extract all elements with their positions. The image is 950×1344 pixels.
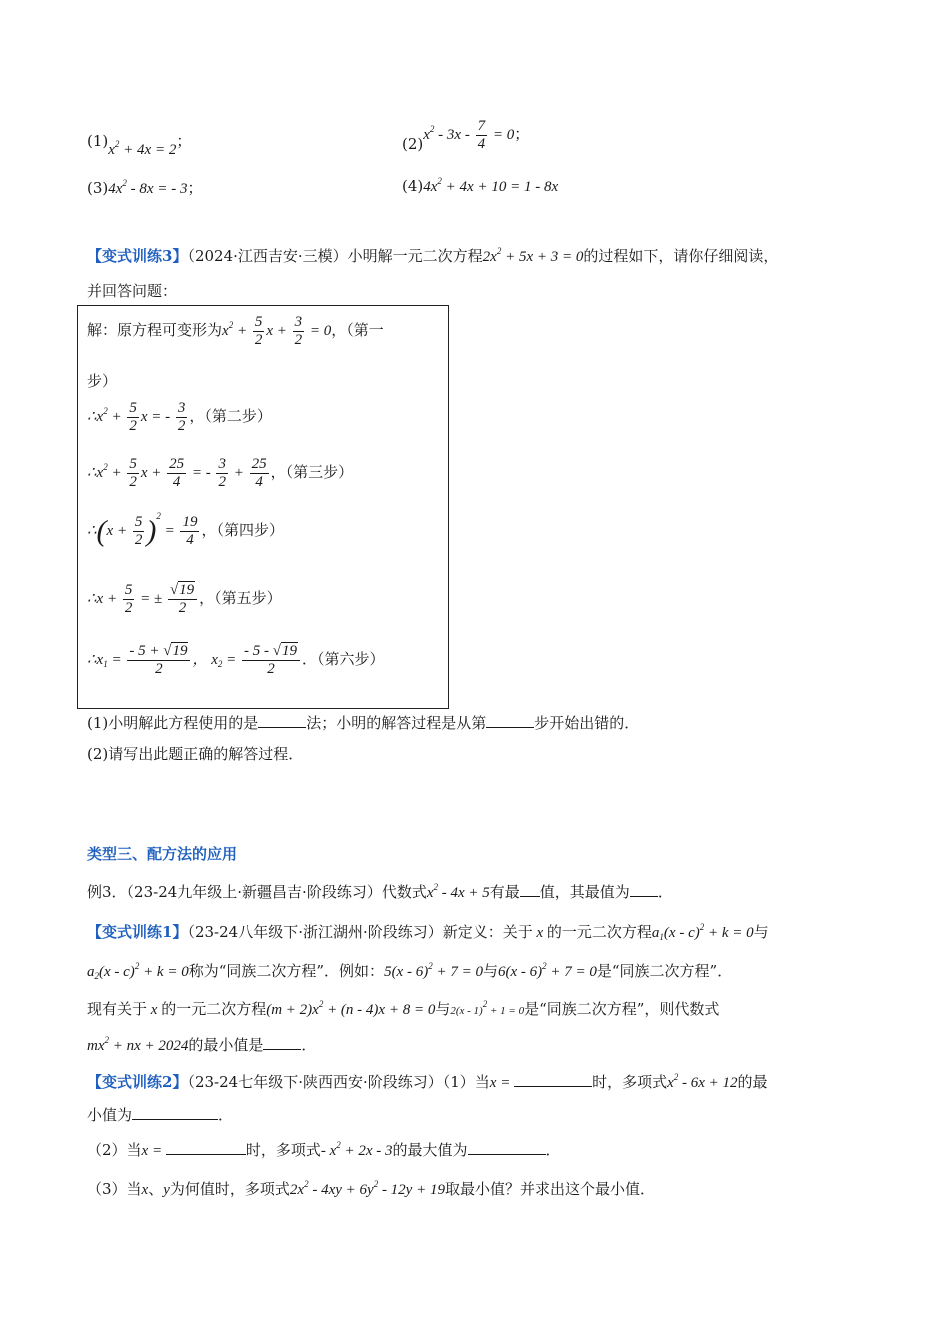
answer-blank[interactable] bbox=[468, 1140, 546, 1155]
problem-2: $(2)x^2 - 3x$ - $\frac{7}{4}$ = 0； bbox=[402, 118, 530, 153]
variant3-equation: $2x^2 + 5x + 3 = 0$ bbox=[482, 246, 584, 265]
answer-blank[interactable] bbox=[258, 713, 306, 728]
section-heading: 类型三、配方法的应用 bbox=[87, 845, 238, 863]
variant2-question-3: （3）当x、y为何值时，多项式$2x^2 - 4xy + 6y^2 - 12y + 19$取最小值？并求出这个最小值． bbox=[87, 1179, 655, 1198]
problem-1: $(1)x^2 + 4x = 2$； bbox=[87, 132, 192, 158]
variant3-intro-line2: 并回答问题： bbox=[87, 282, 178, 300]
problem-3-equation: $4x^2 - 8x$ = - 3 bbox=[108, 178, 188, 197]
solution-step3: $\therefore x^2$ + $\frac{5}{2}$ x + $\frac{25}{4}$ = - $\frac{3}{2}$ + $\frac{25}{4}$ ，（第三步） bbox=[87, 456, 354, 490]
variant3-question-2: (2)请写出此题正确的解答过程． bbox=[87, 745, 304, 763]
answer-blank[interactable] bbox=[630, 882, 658, 897]
variant1-line1: 【变式训练1】（23-24八年级下·浙江湖州·阶段练习）新定义：关于 x 的一元二次方程$a_1(x - c)^2 + k = 0$与 bbox=[87, 922, 769, 942]
answer-blank[interactable] bbox=[514, 1072, 592, 1087]
variant3-question-1: (1)小明解此方程使用的是 法；小明的解答过程是从第 步开始出错的． bbox=[87, 714, 640, 732]
solution-step4: ∴(x + $\frac{5}{2}$ )$^2$ = $\frac{19}{4}$ ，（第四步） bbox=[87, 510, 284, 548]
problem-2-equation: $x^2 - 3x$ - $\frac{7}{4}$ = 0 bbox=[423, 118, 515, 152]
variant2-question-2: （2）当x = 时，多项式- $x^2 + 2x - 3$的最大值为 ． bbox=[87, 1140, 561, 1159]
variant1-line3: 现有关于 x 的一元二次方程$(m + 2)x^2 + (n - 4)x + 8 = 0$与2(x - 1)$^2$ + 1 = 0是“同族二次方程”，则代数式 bbox=[87, 999, 720, 1018]
answer-blank[interactable] bbox=[520, 882, 540, 897]
answer-blank[interactable] bbox=[486, 713, 534, 728]
problem-4-equation: $4x^2 + 4x + 10 = 1 - 8x$ bbox=[423, 176, 559, 195]
solution-step5: ∴x + $\frac{5}{2}$ = ± $\frac{√19}{2}$ ，（第五步） bbox=[87, 582, 282, 616]
problem-3: $(3)4x^2 - 8x$ = - 3； bbox=[87, 178, 203, 197]
problem-4: $(4)4x^2 + 4x + 10 = 1 - 8x$ bbox=[402, 176, 559, 195]
variant3-intro: 【变式训练3】（2024·江西吉安·三模）小明解一元二次方程$2x^2 + 5x + 3 = 0$的过程如下，请你仔细阅读， bbox=[87, 246, 779, 265]
variant2-tag: 【变式训练2】 bbox=[87, 1073, 188, 1091]
variant3-tag: 【变式训练3】 bbox=[87, 247, 188, 265]
problem-1-equation: $x^2 + 4x = 2$ bbox=[108, 139, 177, 158]
example-3: 例3．（23-24九年级上·新疆昌吉·阶段练习）代数式$x^2 - 4x + 5$有最 值，其最值为 ． bbox=[87, 882, 673, 901]
answer-blank[interactable] bbox=[166, 1140, 246, 1155]
solution-step6: $\therefore x_1$ = $\frac{- 5 + √19}{2}$ ， $x_2$ = $\frac{- 5 - √19}{2}$ ．（第六步） bbox=[87, 643, 385, 677]
solution-step1-wrap: 步） bbox=[87, 372, 118, 390]
variant1-line4: $mx^2$ + nx + 2024的最小值是 ． bbox=[87, 1035, 317, 1054]
solution-step1: 解：原方程可变形为$x^2$ + $\frac{5}{2}$ x + $\frac{3}{2}$ = 0，（第一 bbox=[87, 314, 384, 348]
variant1-line2: $a_2(x - c)^2 + k = 0$称为“同族二次方程”．例如：5(x - 6)$^2$ + 7 = 0与6(x - 6)$^2$ + 7 = 0是“同族二次方程”． bbox=[87, 961, 733, 981]
answer-blank[interactable] bbox=[263, 1035, 301, 1050]
variant1-tag: 【变式训练1】 bbox=[87, 923, 188, 941]
solution-step2: $\therefore x^2$ + $\frac{5}{2}$ x = - $\frac{3}{2}$ ，（第二步） bbox=[87, 400, 272, 434]
answer-blank[interactable] bbox=[132, 1105, 218, 1120]
variant2-line1: 【变式训练2】（23-24七年级下·陕西西安·阶段练习）（1）当x = 时，多项式$x^2 - 6x + 12$的最 bbox=[87, 1072, 768, 1091]
variant2-line2: 小值为 ． bbox=[87, 1106, 234, 1124]
